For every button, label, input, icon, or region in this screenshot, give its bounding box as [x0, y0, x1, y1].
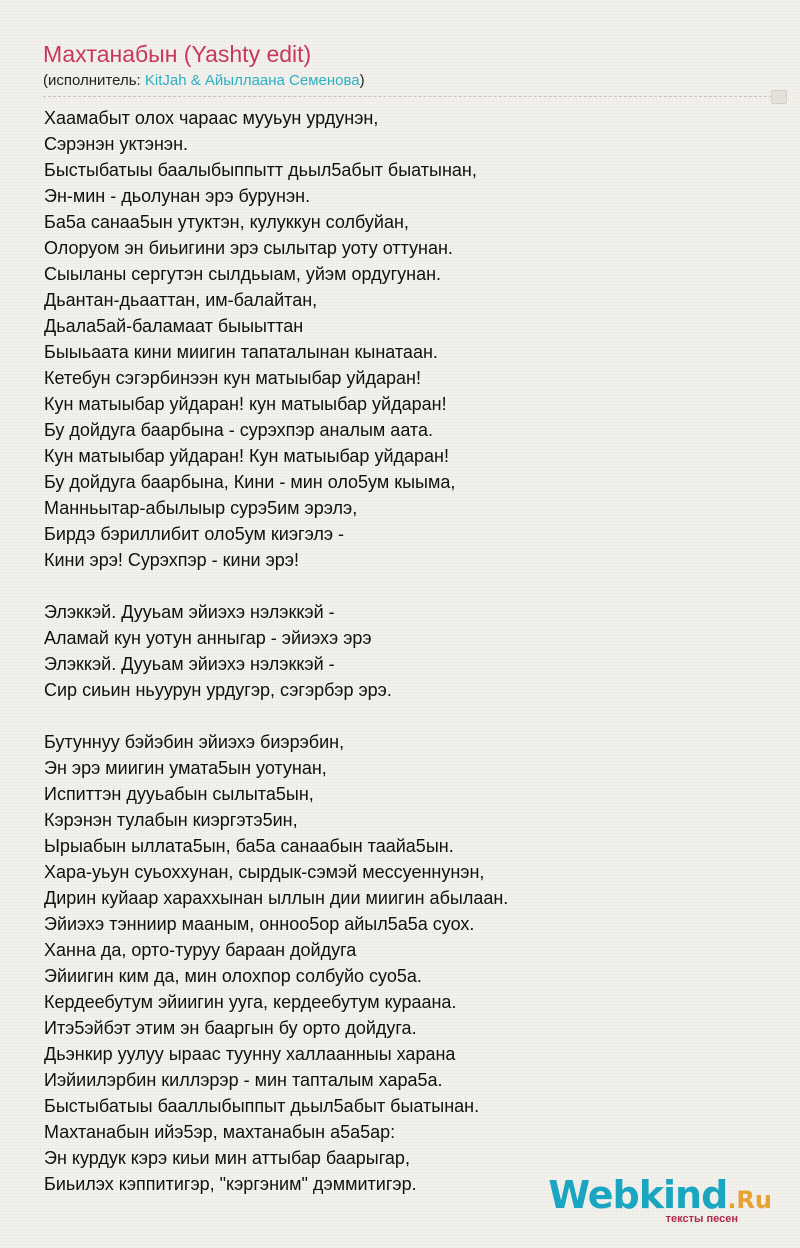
- lyric-line: Кини эрэ! Сурэхпэр - кини эрэ!: [44, 550, 299, 570]
- lyric-line: Олоруом эн биьигини эрэ сылытар уоту оттунан.: [44, 238, 453, 258]
- lyric-line: Дьантан-дьааттан, им-балайтан,: [44, 290, 318, 310]
- lyric-line: Бу дойдуга баарбына - сурэхпэр аналым аата.: [44, 420, 433, 440]
- logo-brand: Webkind: [548, 1173, 728, 1217]
- divider-end-marker: [771, 90, 787, 104]
- lyric-line: Быстыбатыы баалыбыппытт дьыл5абыт быатынан,: [44, 160, 477, 180]
- lyric-line: [44, 703, 780, 729]
- logo-tld: .Ru: [727, 1186, 772, 1214]
- lyric-line: Элэккэй. Дууьам эйиэхэ нэлэккэй -: [44, 602, 335, 622]
- lyric-line: Эн эрэ миигин умата5ын уотунан,: [44, 758, 327, 778]
- lyric-line: Махтанабын ийэ5эр, махтанабын а5а5ар:: [44, 1122, 396, 1142]
- lyric-line: Итэ5эйбэт этим эн бааргын бу орто дойдуга.: [44, 1018, 417, 1038]
- lyric-line: Эйиэхэ тэнниир мааным, онноо5ор айыл5а5а суох.: [44, 914, 475, 934]
- lyric-line: Эн-мин - дьолунан эрэ бурунэн.: [44, 186, 311, 206]
- lyric-line: [44, 573, 780, 599]
- lyric-line: Бирдэ бэриллибит оло5ум киэгэлэ -: [44, 524, 345, 544]
- lyric-line: Бутуннуу бэйэбин эйиэхэ биэрэбин,: [44, 732, 345, 752]
- artist-prefix: (исполнитель:: [43, 72, 145, 89]
- lyric-line: Сыыланы сергутэн сылдьыам, уйэм ордугунан.: [44, 264, 442, 284]
- lyric-line: Эн курдук кэрэ киьи мин аттыбар баарыгар,: [44, 1148, 410, 1168]
- lyric-line: Аламай кун уотун анныгар - эйиэхэ эрэ: [44, 628, 372, 648]
- lyric-line: Дирин куйаар хараххынан ыллын дии миигин абылаан.: [44, 888, 509, 908]
- artist-suffix: ): [359, 72, 365, 89]
- artist-link[interactable]: KitJah & Айыллаана Семенова: [144, 72, 360, 89]
- lyric-line: Манньытар-абылыыр сурэ5им эрэлэ,: [44, 498, 358, 518]
- lyric-line: Сэрэнэн уктэнэн.: [44, 134, 189, 154]
- lyric-line: Элэккэй. Дууьам эйиэхэ нэлэккэй -: [44, 654, 335, 674]
- artist-line: [43, 72, 365, 89]
- lyric-line: Ырыабын ыллата5ын, ба5а санаабын таайа5ын.: [44, 836, 454, 856]
- lyric-line: Хаамабыт олох чараас мууьун урдунэн,: [44, 108, 379, 128]
- lyrics-text: [44, 105, 780, 1197]
- webkind-logo[interactable]: [548, 1173, 772, 1217]
- lyric-line: Быыьаата кини миигин тапаталынан кынатаан.: [44, 342, 438, 362]
- lyric-line: Иэйиилэрбин киллэрэр - мин тапталым хара5а.: [44, 1070, 443, 1090]
- lyric-line: Дьала5ай-баламаат быыыттан: [44, 316, 304, 336]
- lyric-line: Эйиигин ким да, мин олохпор солбуйо суо5а.: [44, 966, 422, 986]
- logo-subtitle: тексты песен: [665, 1213, 738, 1225]
- lyric-line: Кердеебутум эйиигин ууга, кердеебутум кураана.: [44, 992, 457, 1012]
- lyric-line: Сир сиьин ньуурун урдугэр, сэгэрбэр эрэ.: [44, 680, 392, 700]
- lyric-line: Дьэнкир уулуу ыраас туунну халлаанныы харана: [44, 1044, 456, 1064]
- lyric-line: Ба5а санаа5ын утуктэн, кулуккун солбуйан,: [44, 212, 409, 232]
- lyric-line: Ханна да, орто-туруу бараан дойдуга: [44, 940, 357, 960]
- lyric-line: Кэрэнэн тулабын киэргэтэ5ин,: [44, 810, 298, 830]
- lyric-line: Кун матыыбар уйдаран! кун матыыбар уйдаран!: [44, 394, 447, 414]
- header-divider: [43, 96, 787, 97]
- lyric-line: Испиттэн дууьабын сылыта5ын,: [44, 784, 314, 804]
- song-title: Махтанабын (Yashty edit): [43, 41, 312, 67]
- lyric-line: Хара-уьун суьоххунан, сырдык-сэмэй мессуеннунэн,: [44, 862, 485, 882]
- lyric-line: Кун матыыбар уйдаран! Кун матыыбар уйдаран!: [44, 446, 449, 466]
- lyric-line: Кетебун сэгэрбинээн кун матыыбар уйдаран!: [44, 368, 421, 388]
- lyric-line: Бу дойдуга баарбына, Кини - мин оло5ум кыыма,: [44, 472, 456, 492]
- lyric-line: Быстыбатыы бааллыбыппыт дьыл5абыт быатынан.: [44, 1096, 480, 1116]
- lyric-line: Биьилэх кэппитигэр, "кэргэним" дэммитигэр.: [44, 1174, 417, 1194]
